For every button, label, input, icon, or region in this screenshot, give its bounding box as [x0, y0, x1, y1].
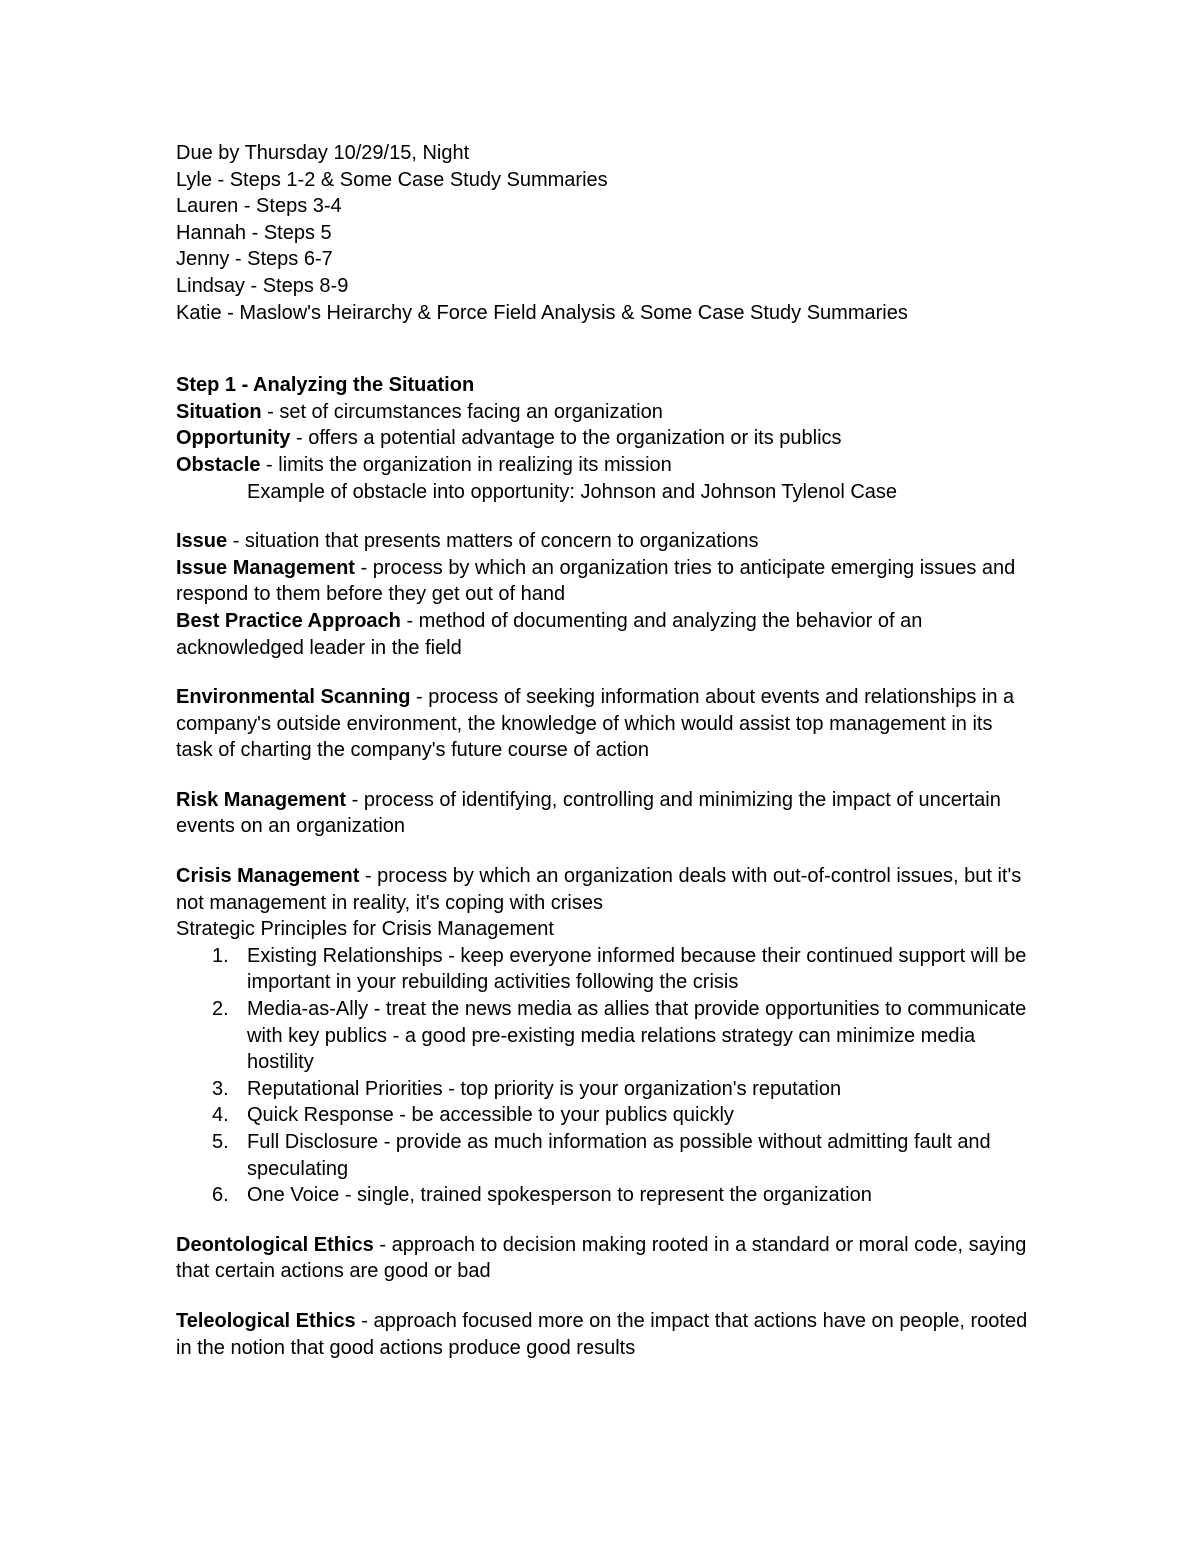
- definition-teleological-ethics: [176, 1308, 1030, 1361]
- list-item: [176, 1182, 1030, 1209]
- list-text: Existing Relationships - keep everyone informed because their continued support will be important in your rebuilding activities following the crisis: [247, 944, 1027, 994]
- list-item: [176, 1102, 1030, 1129]
- crisis-management-section: [176, 863, 1030, 1209]
- assignment-item: Hannah - Steps 5: [176, 221, 332, 244]
- list-text: One Voice - single, trained spokesperson to represent the organization: [247, 1184, 872, 1207]
- term: Crisis Management: [176, 865, 360, 888]
- list-item: [176, 996, 1030, 1076]
- definition-issue-management: [176, 555, 1030, 608]
- list-number: 3.: [212, 1077, 229, 1100]
- term: Opportunity: [176, 427, 291, 450]
- due-date: Due by Thursday 10/29/15, Night: [176, 142, 470, 164]
- assignment-item: Lindsay - Steps 8-9: [176, 274, 349, 297]
- list-number: 6.: [212, 1184, 229, 1207]
- principles-title: Strategic Principles for Crisis Management: [176, 918, 554, 941]
- list-item: [176, 1129, 1030, 1182]
- definition-text: - approach to decision making rooted in a standard or moral code, saying that certain actions are good or bad: [176, 1233, 1027, 1283]
- assignment-list: [176, 140, 1030, 326]
- assignment-item: Lauren - Steps 3-4: [176, 195, 342, 218]
- definition-text: - method of documenting and analyzing the behavior of an acknowledged leader in the field: [176, 609, 923, 659]
- issue-section: [176, 528, 1030, 661]
- term: Teleological Ethics: [176, 1309, 356, 1332]
- definition-text: - process of identifying, controlling and minimizing the impact of uncertain events on an organization: [176, 788, 1001, 838]
- definition-text: - limits the organization in realizing its mission: [260, 453, 672, 476]
- list-text: Reputational Priorities - top priority is your organization's reputation: [247, 1077, 842, 1100]
- definition-issue: [176, 528, 1030, 555]
- definition-text: - set of circumstances facing an organization: [261, 400, 663, 423]
- definition-best-practice: [176, 608, 1030, 661]
- term: Obstacle: [176, 453, 261, 476]
- definition-crisis-management: [176, 863, 1030, 916]
- definition-text: - process of seeking information about events and relationships in a company's outside environment, the knowledge of which would assist top management in its task of charting the company's future course of action: [176, 686, 1015, 762]
- list-number: 5.: [212, 1131, 229, 1153]
- principles-list: [176, 943, 1030, 1209]
- term: Environmental Scanning: [176, 686, 411, 709]
- term: Issue Management: [176, 556, 355, 579]
- list-text: Full Disclosure - provide as much information as possible without admitting fault and speculating: [247, 1131, 991, 1180]
- list-item: [176, 1076, 1030, 1103]
- term: Issue: [176, 530, 228, 553]
- list-text: Media-as-Ally - treat the news media as allies that provide opportunities to communicate with key publics - a good pre-existing media relations strategy can minimize media hostility: [247, 998, 1027, 1074]
- list-number: 4.: [212, 1104, 229, 1127]
- term: Best Practice Approach: [176, 609, 401, 632]
- list-number: 1.: [212, 944, 229, 967]
- list-number: 2.: [212, 998, 229, 1021]
- definition-obstacle: [176, 452, 1030, 479]
- definition-text: - offers a potential advantage to the organization or its publics: [290, 427, 842, 450]
- term: Situation: [176, 400, 262, 423]
- definition-text: - approach focused more on the impact that actions have on people, rooted in the notion that good actions produce good results: [176, 1309, 1028, 1359]
- term: Risk Management: [176, 788, 347, 811]
- definition-risk-management: [176, 787, 1030, 840]
- definition-deontological-ethics: [176, 1232, 1030, 1285]
- assignment-item: Katie - Maslow's Heirarchy & Force Field Analysis & Some Case Study Summaries: [176, 301, 908, 324]
- step1-section: [176, 372, 1030, 505]
- definition-text: - process by which an organization deals with out-of-control issues, but it's not management in reality, it's coping with crises: [176, 865, 1022, 914]
- example-text: Example of obstacle into opportunity: Johnson and Johnson Tylenol Case: [247, 480, 898, 503]
- list-text: Quick Response - be accessible to your publics quickly: [247, 1104, 734, 1127]
- definition-situation: [176, 399, 1030, 426]
- list-item: [176, 943, 1030, 996]
- definition-opportunity: [176, 425, 1030, 452]
- assignment-item: Lyle - Steps 1-2 & Some Case Study Summaries: [176, 168, 608, 191]
- assignment-item: Jenny - Steps 6-7: [176, 248, 333, 271]
- section-heading: Step 1 - Analyzing the Situation: [176, 374, 475, 397]
- definition-text: - process by which an organization tries to anticipate emerging issues and respond to them before they get out of hand: [176, 556, 1016, 606]
- definition-environmental-scanning: [176, 684, 1030, 764]
- term: Deontological Ethics: [176, 1233, 374, 1256]
- definition-text: - situation that presents matters of concern to organizations: [227, 530, 759, 553]
